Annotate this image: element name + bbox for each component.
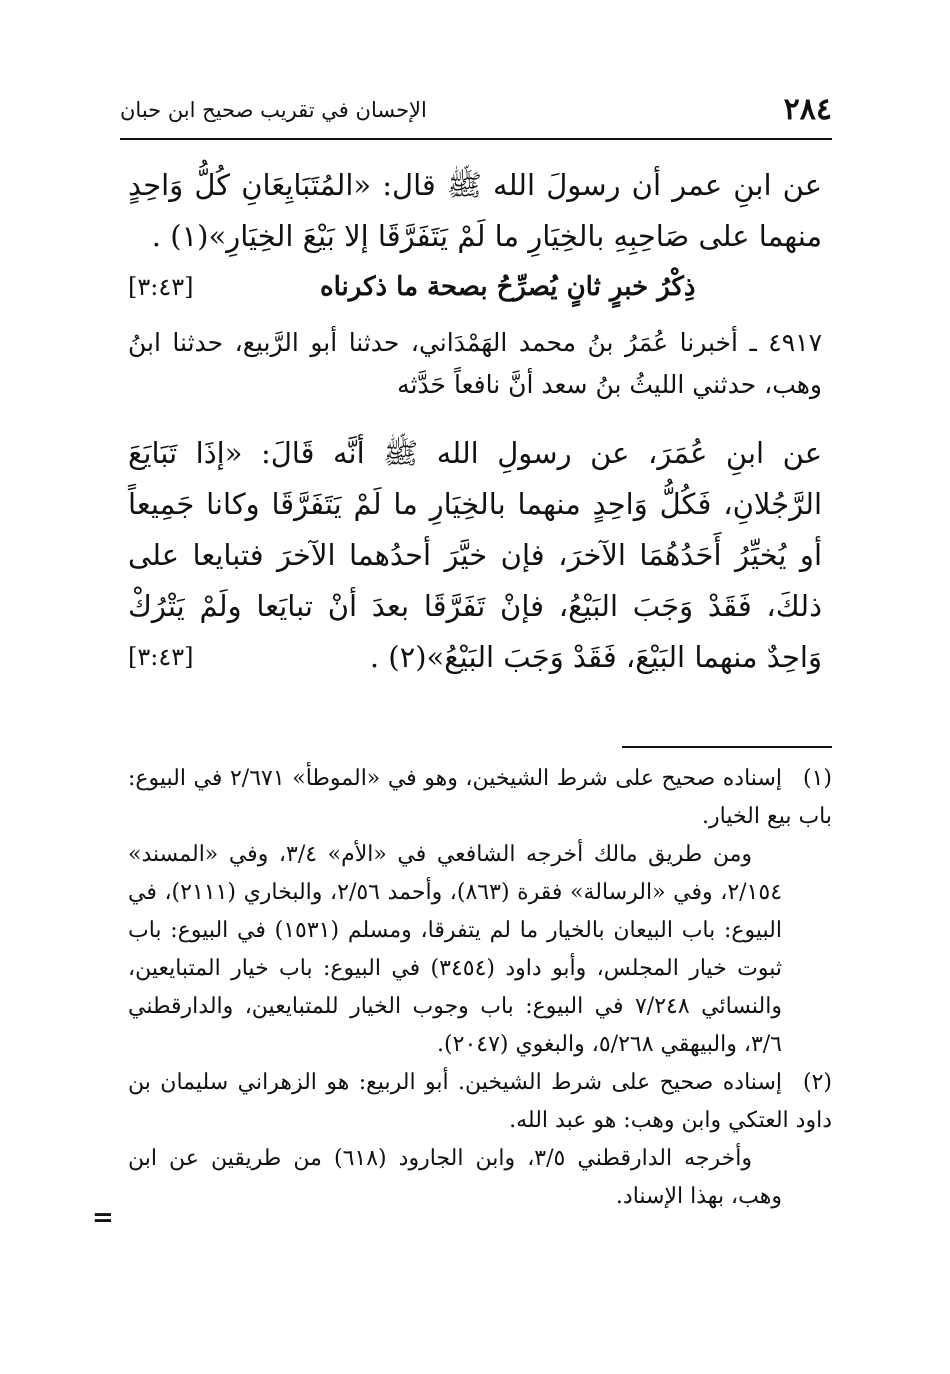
header-rule [120, 138, 832, 140]
hadith-text-2 [128, 428, 822, 683]
footnote-2-continuation: وأخرجه الدارقطني ٣/٥، وابن الجارود (٦١٨) من طريقين عن ابن وهب، بهذا الإسناد. [128, 1146, 782, 1209]
reference-mark-1: [٣:٤٣] [128, 273, 194, 301]
footnote-1-continuation: ومن طريق مالك أخرجه الشافعي في «الأم» ٣/٤، وفي «المسند» ٢/١٥٤، وفي «الرسالة» فقرة (٨٦٣)، وأحمد ٢/٥٦، والبخاري (٢١١١)، في البيوع: باب البيعان بالخيار ما لم يتفرقا، ومسلم (١٥٣١) في البيوع: باب ثبوت خيار المجلس، وأبو داود (٣٤٥٤) في البيوع: باب خيار المتبايعين، والنسائي ٧/٢٤٨ في البيوع: باب وجوب الخيار للمتبايعين، والدارقطني ٣/٦، والبيهقي ٥/٢٦٨، والبغوي (٢٠٤٧). [128, 842, 783, 1057]
footnote-separator [622, 746, 832, 748]
running-title: الإحسان في تقريب صحيح ابن حبان [120, 98, 427, 122]
page-header [120, 88, 832, 138]
page-number: ٢٨٤ [783, 92, 832, 127]
main-text [128, 160, 822, 683]
isnad-paragraph: ٤٩١٧ ـ أخبرنا عُمَرُ بنُ محمد الهَمْدَاني، حدثنا أبو الرَّبيع، حدثنا ابنُ وهب، حدثني الليثُ بنُ سعد أنَّ نافعاً حَدَّثه [128, 328, 822, 399]
reference-mark-2: [٣:٤٣] [128, 643, 194, 671]
section-heading: ذِكْرُ خبرٍ ثانٍ يُصرِّحُ بصحة ما ذكرناه [320, 272, 696, 302]
footnote-2 [128, 1064, 832, 1140]
footnote-2-text: إسناده صحيح على شرط الشيخين. أبو الربيع: هو الزهراني سليمان بن داود العتكي وابن وهب: هو عبد الله. [128, 1070, 832, 1133]
footnote-1 [128, 760, 832, 836]
continuation-mark: = [92, 1203, 114, 1233]
footnote-1-number: (١) [802, 766, 832, 791]
footnote-2-number: (٢) [802, 1070, 832, 1095]
hadith-text-1-content: عن ابنِ عمر أن رسولَ الله ﷺ قال: «المُتَبَايِعَانِ كُلُّ وَاحِدٍ منهما على صَاحِبِهِ بالخِيَارِ ما لَمْ يَتَفَرَّقَا إلا بَيْعَ الخِيَارِ»(١) . [128, 168, 822, 253]
hadith-text-2-content: عن ابنِ عُمَرَ، عن رسولِ الله ﷺ أنَّه قَالَ: «إذَا تَبَايَعَ الرَّجُلانِ، فَكُلُّ وَاحِدٍ منهما بالخِيَارِ ما لَمْ يَتَفَرَّقَا وكانا جَمِيعاً أو يُخيِّرُ أَحَدُهُمَا الآخرَ، فإن خيَّرَ أحدُهما الآخرَ فتبايعا على ذلكَ، فَقَدْ وَجَبَ البَيْعُ، فإنْ تَفَرَّقَا بعدَ أنْ تبايَعا ولَمْ يَتْرُكْ وَاحِدٌ منهما البَيْعَ، فَقَدْ وَجَبَ البَيْعُ»(٢) . [128, 436, 823, 674]
footnote-1-text: إسناده صحيح على شرط الشيخين، وهو في «الموطأ» ٢/٦٧١ في البيوع: باب بيع الخيار. [128, 766, 832, 829]
footnotes [128, 760, 832, 1216]
